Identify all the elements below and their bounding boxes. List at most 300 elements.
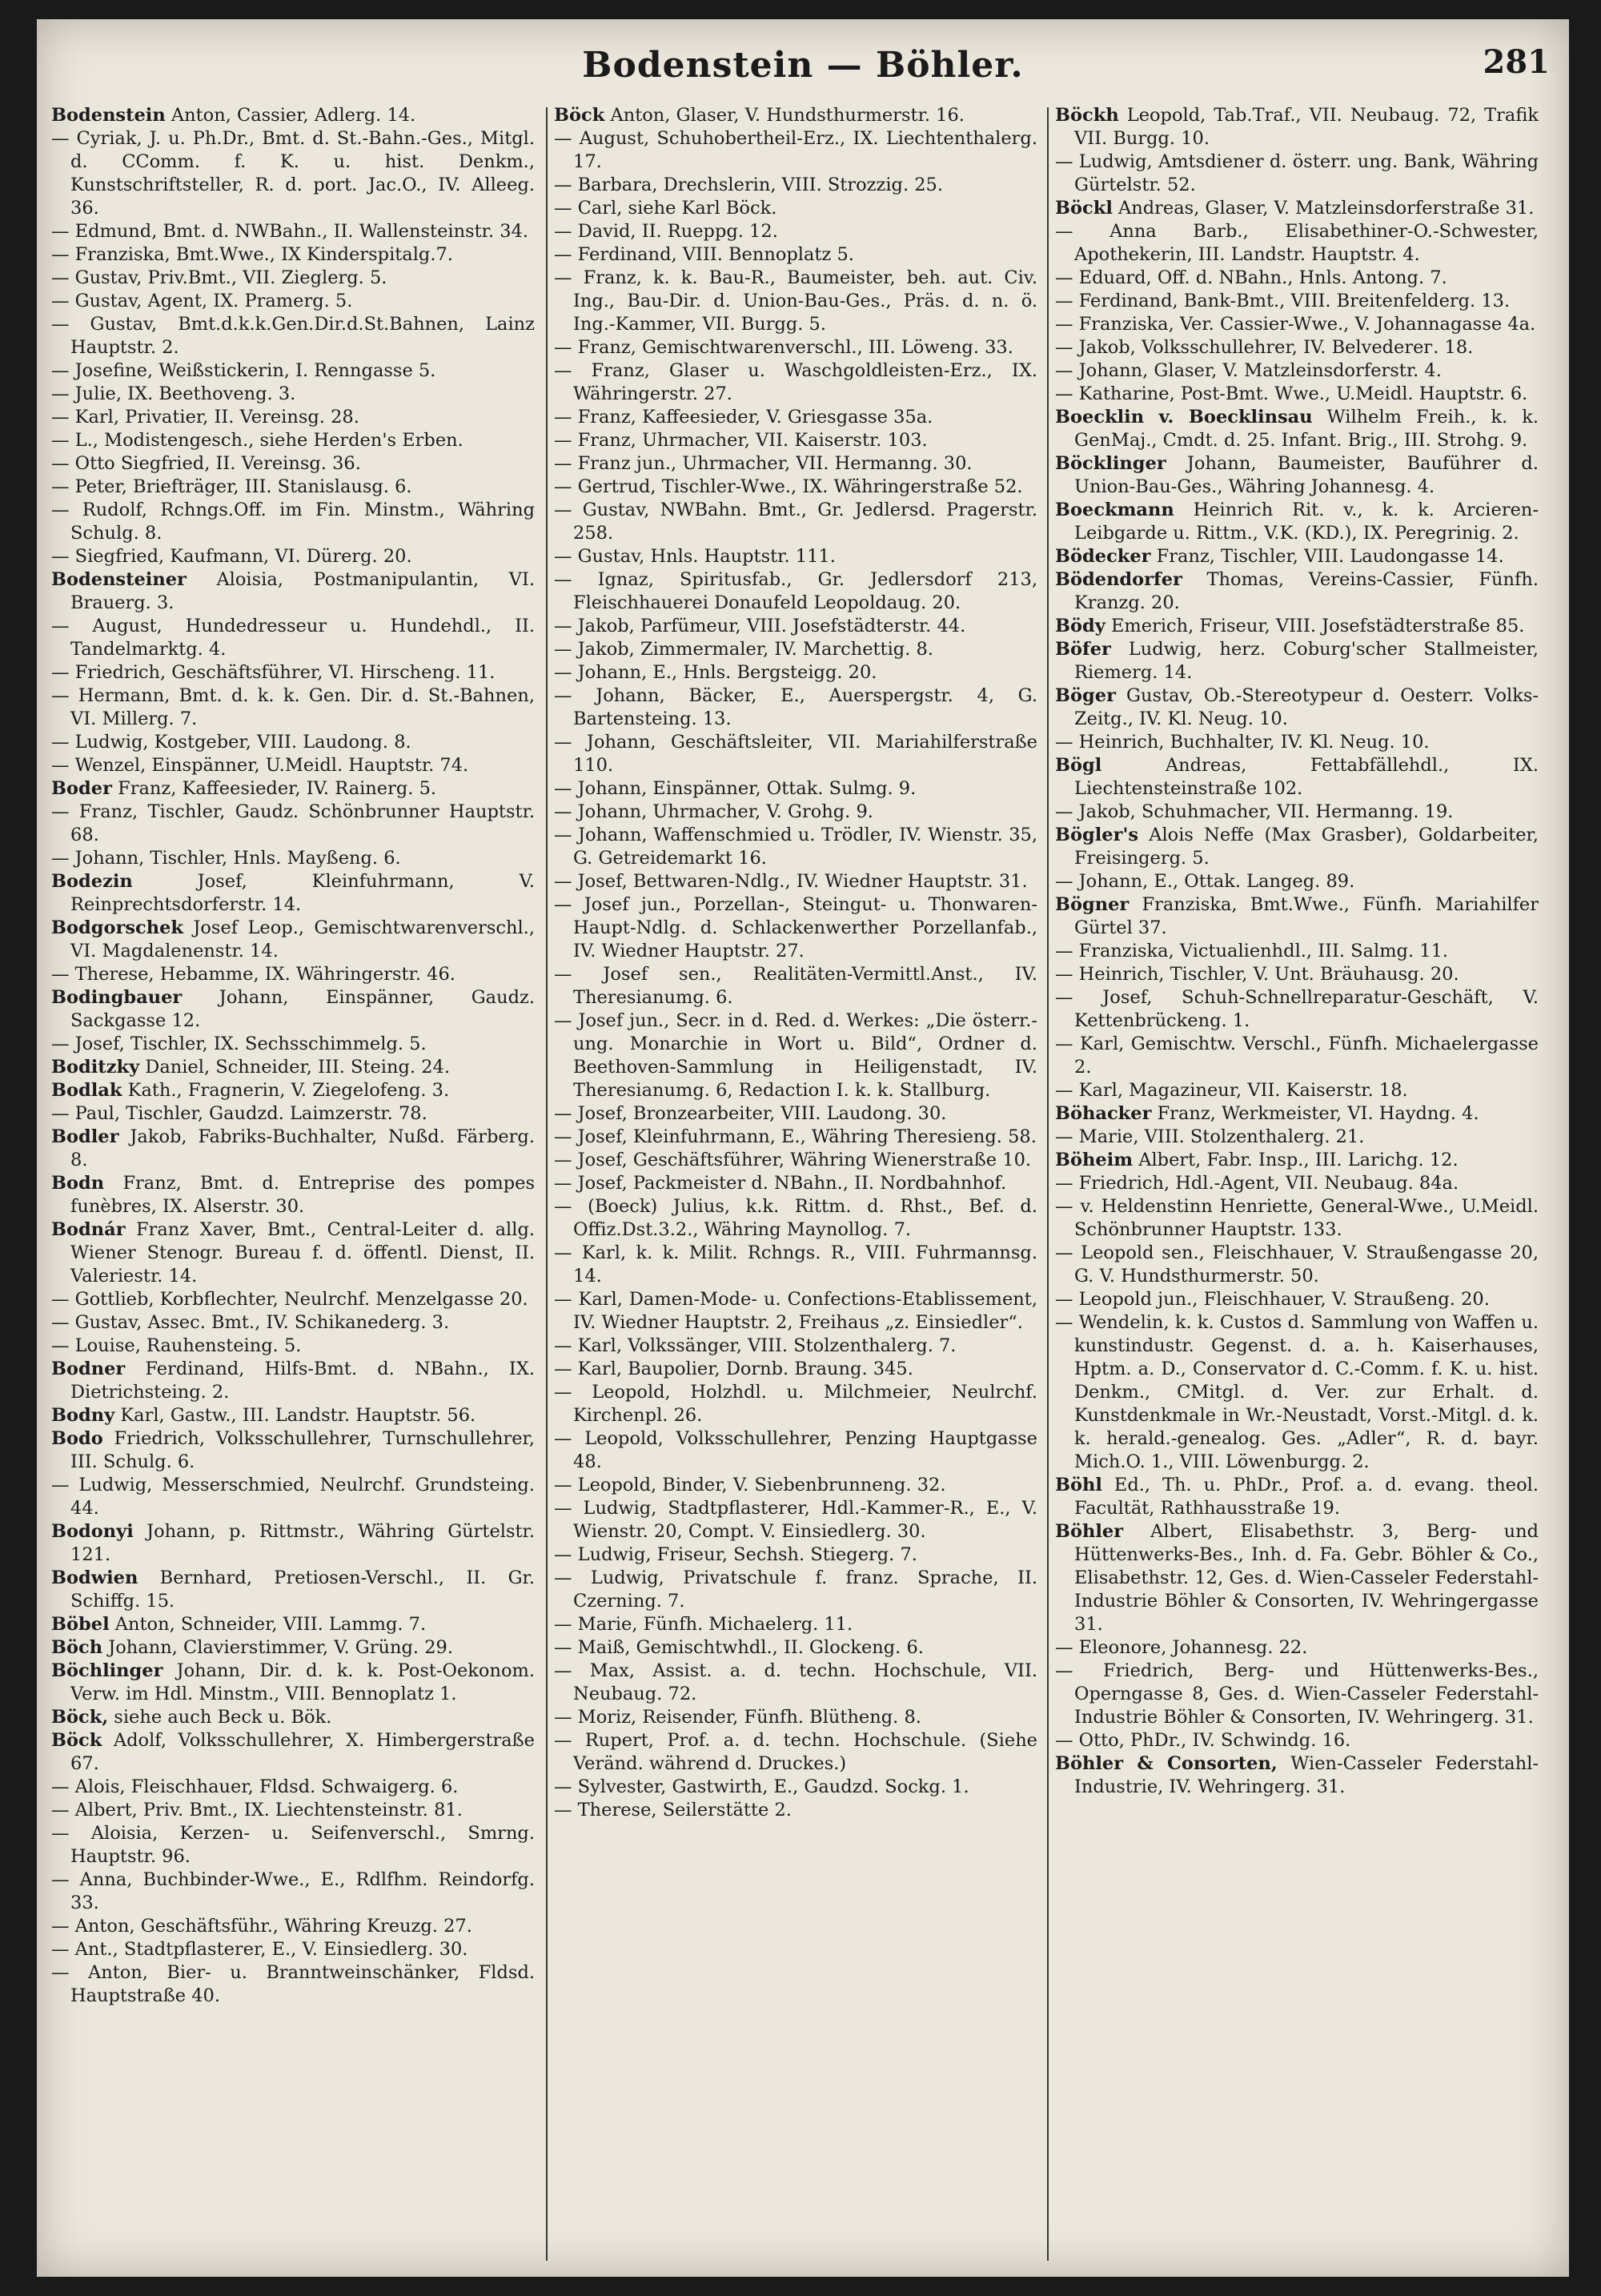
directory-entry <box>554 1335 1037 1358</box>
directory-entry <box>51 777 535 801</box>
entry-text: — Otto, PhDr., IV. Schwindg. 16. <box>1055 1730 1351 1751</box>
directory-entry <box>554 661 1037 684</box>
entry-text: — Johann, Einspänner, Ottak. Sulmg. 9. <box>554 778 917 799</box>
entry-surname: Böhacker <box>1055 1103 1152 1124</box>
directory-entry <box>554 429 1037 452</box>
entry-text: — Jakob, Schuhmacher, VII. Hermanng. 19. <box>1055 801 1454 822</box>
directory-entry <box>1055 1149 1539 1172</box>
entry-text: — Franziska, Bmt.Wwe., IX Kinderspitalg.7. <box>51 244 453 265</box>
entry-text: — (Boeck) Julius, k.k. Rittm. d. Rhst., Bef. d. Offiz.Dst.3.2., Währing Maynollog. 7. <box>554 1196 1037 1240</box>
directory-entry <box>51 1567 535 1613</box>
entry-surname: Bodensteiner <box>51 569 187 590</box>
directory-entry <box>554 104 1037 127</box>
entry-text: Johann, p. Rittmstr., Währing Gürtelstr. 121. <box>70 1521 535 1565</box>
entry-text: — Ludwig, Kostgeber, VIII. Laudong. 8. <box>51 732 411 753</box>
directory-entry <box>51 1729 535 1776</box>
entry-text: — Eleonore, Johannesg. 22. <box>1055 1637 1308 1658</box>
page-header <box>37 34 1569 90</box>
directory-entry <box>51 568 535 615</box>
directory-entry <box>1055 1195 1539 1242</box>
directory-entry <box>1055 197 1539 220</box>
directory-entry <box>1055 1172 1539 1195</box>
entry-text: — Ludwig, Stadtpflasterer, Hdl.-Kammer-R., E., V. Wienstr. 20, Compt. V. Einsiedlerg. 30. <box>554 1498 1037 1542</box>
directory-entry <box>554 1706 1037 1729</box>
entry-surname: Bodwien <box>51 1567 138 1588</box>
directory-entry <box>51 243 535 267</box>
entry-text: — Otto Siegfried, II. Vereinsg. 36. <box>51 453 361 474</box>
entry-text: — Friedrich, Hdl.-Agent, VII. Neubaug. 84a. <box>1055 1173 1459 1194</box>
directory-entry <box>51 1636 535 1660</box>
directory-entry <box>554 127 1037 174</box>
directory-entry <box>1055 824 1539 870</box>
directory-entry <box>554 1195 1037 1242</box>
entry-text: — Johann, Geschäftsleiter, VII. Mariahilferstraße 110. <box>554 732 1037 776</box>
entry-text: — Barbara, Drechslerin, VIII. Strozzig. 25. <box>554 175 944 195</box>
entry-text: — Leopold, Binder, V. Siebenbrunneng. 32. <box>554 1475 946 1495</box>
entry-text: — Josef, Geschäftsführer, Währing Wienerstraße 10. <box>554 1150 1032 1170</box>
entry-text: — Aloisia, Kerzen- u. Seifenverschl., Smrng. Hauptstr. 96. <box>51 1823 535 1867</box>
directory-entry <box>51 220 535 243</box>
directory-entry <box>1055 545 1539 568</box>
directory-entry <box>51 1172 535 1218</box>
directory-entry <box>51 1033 535 1056</box>
entry-surname: Böck <box>554 105 605 126</box>
entry-surname: Bodingbauer <box>51 987 183 1008</box>
directory-entry <box>554 1474 1037 1497</box>
entry-surname: Bodnár <box>51 1219 126 1240</box>
entry-surname: Bödendorfer <box>1055 569 1182 590</box>
directory-entry <box>554 1729 1037 1776</box>
directory-entry <box>51 1822 535 1869</box>
directory-entry <box>1055 638 1539 684</box>
entry-text: — Ludwig, Privatschule f. franz. Sprache, II. Czerning. 7. <box>554 1567 1037 1612</box>
directory-entry <box>51 1218 535 1288</box>
directory-entry <box>1055 290 1539 313</box>
entry-text: — Josef, Bettwaren-Ndlg., IV. Wiedner Hauptstr. 31. <box>554 871 1028 892</box>
entry-text: — David, II. Rueppg. 12. <box>554 221 778 242</box>
entry-text: — Anton, Bier- u. Branntweinschänker, Fldsd. Hauptstraße 40. <box>51 1962 535 2006</box>
directory-entry <box>554 1288 1037 1335</box>
entry-surname: Böhl <box>1055 1475 1102 1495</box>
directory-entry <box>554 893 1037 963</box>
directory-entry <box>51 1404 535 1427</box>
directory-entry <box>554 963 1037 1010</box>
directory-entry <box>1055 1729 1539 1752</box>
entry-text: — Josef jun., Secr. in d. Red. d. Werkes: „Die österr.-ung. Monarchie in Wort u. Bild“, Ordner d. Beethoven-Sammlung in Heiligenstadt, IV. Theresianumg. 6, Redaction I. k. k. Stallburg. <box>554 1010 1037 1101</box>
entry-text: — Leopold sen., Fleischhauer, V. Straußengasse 20, G. V. Hundsthurmerstr. 50. <box>1055 1242 1539 1286</box>
entry-surname: Böck <box>51 1730 102 1751</box>
entry-surname: Boditzky <box>51 1057 140 1078</box>
directory-entry <box>51 684 535 731</box>
entry-text: — Siegfried, Kaufmann, VI. Dürerg. 20. <box>51 546 412 567</box>
entry-surname: Boeckmann <box>1055 500 1174 520</box>
entry-text: Franz, Werkmeister, VI. Haydng. 4. <box>1151 1103 1479 1124</box>
entry-text: Ed., Th. u. PhDr., Prof. a. d. evang. theol. Facultät, Rathhausstraße 19. <box>1074 1475 1539 1519</box>
directory-entry <box>554 336 1037 359</box>
entry-text: — Josef, Packmeister d. NBahn., II. Nordbahnhof. <box>554 1173 1007 1194</box>
entry-text: Josef, Kleinfuhrmann, V. Reinprechtsdorferstr. 14. <box>70 871 535 915</box>
entry-text: — Gertrud, Tischler-Wwe., IX. Währingerstraße 52. <box>554 476 1023 497</box>
entry-surname: Böcklinger <box>1055 453 1166 474</box>
entry-text: Andreas, Glaser, V. Matzleinsdorferstraße 31. <box>1112 198 1535 219</box>
entry-text: Albert, Elisabethstr. 3, Berg- und Hüttenwerks-Bes., Inh. d. Fa. Gebr. Böhler & Co., Elisabethstr. 12, Ges. d. Wien-Casseler Federstahl-Industrie Böhler & Consorten, IV. Wehringergasse 31. <box>1074 1521 1539 1635</box>
directory-entry <box>1055 1126 1539 1149</box>
entry-text: — Karl, Baupolier, Dornb. Braung. 345. <box>554 1359 913 1379</box>
entry-text: — Peter, Briefträger, III. Stanislausg. 6. <box>51 476 412 497</box>
directory-entry <box>554 174 1037 197</box>
directory-entry <box>51 1915 535 1938</box>
directory-entry <box>554 359 1037 406</box>
column-1 <box>51 104 535 2266</box>
entry-text: Anton, Cassier, Adlerg. 14. <box>165 105 416 126</box>
directory-entry <box>1055 1079 1539 1102</box>
directory-entry <box>554 1126 1037 1149</box>
entry-text: — Karl, Gemischtw. Verschl., Fünfh. Michaelergasse 2. <box>1055 1034 1539 1078</box>
directory-entry <box>51 1126 535 1172</box>
entry-text: — August, Schuhobertheil-Erz., IX. Liechtenthalerg. 17. <box>554 128 1037 172</box>
entry-text: Gustav, Ob.-Stereotypeur d. Oesterr. Volks-Zeitg., IV. Kl. Neug. 10. <box>1074 685 1539 729</box>
directory-entry <box>1055 1752 1539 1799</box>
directory-entry <box>1055 568 1539 615</box>
directory-entry <box>1055 1102 1539 1126</box>
directory-entry <box>554 197 1037 220</box>
directory-entry <box>1055 313 1539 336</box>
directory-entry <box>1055 684 1539 731</box>
directory-entry <box>51 661 535 684</box>
entry-text: — Karl, k. k. Milit. Rchngs. R., VIII. Fuhrmannsg. 14. <box>554 1242 1037 1286</box>
directory-entry <box>554 801 1037 824</box>
directory-entry <box>554 1799 1037 1822</box>
directory-entry <box>1055 151 1539 197</box>
directory-entry <box>51 313 535 359</box>
entry-text: — Marie, Fünfh. Michaelerg. 11. <box>554 1614 853 1635</box>
entry-text: Heinrich Rit. v., k. k. Arcieren-Leibgarde u. Rittm., V.K. (KD.), IX. Peregrinig. 2. <box>1074 500 1539 544</box>
directory-entry <box>1055 1660 1539 1729</box>
entry-text: — Johann, Waffenschmied u. Trödler, IV. Wienstr. 35, G. Getreidemarkt 16. <box>554 825 1037 869</box>
directory-entry <box>1055 1033 1539 1079</box>
entry-text: — Johann, E., Hnls. Bergsteigg. 20. <box>554 662 877 683</box>
entry-surname: Böch <box>51 1637 103 1658</box>
directory-entry <box>51 383 535 406</box>
directory-entry <box>1055 986 1539 1033</box>
directory-entry <box>554 684 1037 731</box>
entry-text: Adolf, Volksschullehrer, X. Himbergerstraße 67. <box>70 1730 535 1774</box>
entry-surname: Bögner <box>1055 894 1130 915</box>
directory-entry <box>51 847 535 870</box>
entry-text: — Franziska, Victualienhdl., III. Salmg. 11. <box>1055 941 1449 961</box>
entry-text: — Karl, Damen-Mode- u. Confections-Etablissement, IV. Wiedner Hauptstr. 2, Freihaus „z. Einsiedler“. <box>554 1289 1037 1333</box>
entry-text: Anton, Glaser, V. Hundsthurmerstr. 16. <box>604 105 965 126</box>
directory-entry <box>51 1288 535 1311</box>
entry-text: — Therese, Seilerstätte 2. <box>554 1800 792 1820</box>
directory-entry <box>554 1660 1037 1706</box>
directory-entry <box>51 870 535 917</box>
directory-entry <box>51 1961 535 2008</box>
entry-surname: Bodny <box>51 1405 115 1426</box>
entry-text: — Karl, Privatier, II. Vereinsg. 28. <box>51 407 359 427</box>
directory-entry <box>51 986 535 1033</box>
entry-text: Thomas, Vereins-Cassier, Fünfh. Kranzg. 20. <box>1074 569 1539 613</box>
entry-text: — L., Modistengesch., siehe Herden's Erben. <box>51 430 463 451</box>
entry-text: — Julie, IX. Beethoveng. 3. <box>51 383 296 404</box>
entry-text: — Maiß, Gemischtwhdl., II. Glockeng. 6. <box>554 1637 924 1658</box>
directory-entry <box>51 290 535 313</box>
entry-text: — Franz jun., Uhrmacher, VII. Hermanng. 30. <box>554 453 973 474</box>
directory-entry <box>554 267 1037 336</box>
directory-entry <box>554 568 1037 615</box>
directory-entry <box>554 615 1037 638</box>
entry-text: — Wendelin, k. k. Custos d. Sammlung von Waffen u. kunstindustr. Gegenst. d. a. h. Kaiserhauses, Hptm. a. D., Conservator d. C.-Comm. f. K. u. hist. Denkm., CMitgl. d. Ver. zur Erhalt. d. Kunstdenkmale in Wr.-Neustadt, Vorst.-Mitgl. d. k. k. herald.-genealog. Ges. „Adler“, R. d. bayr. Mich.O. 1., VIII. Löwenburgg. 2. <box>1055 1312 1539 1472</box>
entry-text: Johann, Baumeister, Bauführer d. Union-Bau-Ges., Währing Johannesg. 4. <box>1074 453 1539 497</box>
directory-entry <box>51 1520 535 1567</box>
entry-surname: Boecklin v. Boecklinsau <box>1055 407 1313 427</box>
entry-text: Ferdinand, Hilfs-Bmt. d. NBahn., IX. Dietrichsteing. 2. <box>70 1359 535 1403</box>
entry-surname: Bodgorschek <box>51 917 183 938</box>
entry-text: Jakob, Fabriks-Buchhalter, Nußd. Färberg. 8. <box>70 1126 535 1170</box>
entry-surname: Böger <box>1055 685 1116 706</box>
entry-text: — Katharine, Post-Bmt. Wwe., U.Meidl. Hauptstr. 6. <box>1055 383 1528 404</box>
entry-text: — Josef, Schuh-Schnellreparatur-Geschäft, V. Kettenbrückeng. 1. <box>1055 987 1539 1031</box>
entry-text: — Sylvester, Gastwirth, E., Gaudzd. Sockg. 1. <box>554 1776 969 1797</box>
directory-entry <box>1055 801 1539 824</box>
entry-text: — Moriz, Reisender, Fünfh. Blütheng. 8. <box>554 1707 921 1728</box>
entry-surname: Bodonyi <box>51 1521 134 1542</box>
entry-text: — Jakob, Volksschullehrer, IV. Belvederег. 18. <box>1055 337 1474 358</box>
entry-text: — Rupert, Prof. a. d. techn. Hochschule. (Siehe Veränd. während d. Druckes.) <box>554 1730 1037 1774</box>
entry-text: Emerich, Friseur, VIII. Josefstädterstraße 85. <box>1105 616 1525 636</box>
directory-entry <box>1055 754 1539 801</box>
entry-text: — Ludwig, Messerschmied, Neulrchf. Grundsteing. 44. <box>51 1475 535 1519</box>
directory-entry <box>51 127 535 220</box>
entry-text: — Franz, Kaffeesieder, V. Griesgasse 35a. <box>554 407 933 427</box>
entry-text: — Gustav, Agent, IX. Pramerg. 5. <box>51 291 353 311</box>
entry-surname: Böhler <box>1055 1521 1124 1542</box>
entry-text: — Ferdinand, Bank-Bmt., VIII. Breitenfelderg. 13. <box>1055 291 1511 311</box>
entry-surname: Bödy <box>1055 616 1105 636</box>
entry-text: Wien-Casseler Federstahl-Industrie, IV. Wehringerg. 31. <box>1074 1753 1539 1797</box>
directory-entry <box>554 731 1037 777</box>
directory-entry <box>1055 963 1539 986</box>
entry-text: — Karl, Volkssänger, VIII. Stolzenthalerg. 7. <box>554 1335 957 1356</box>
entry-text: — Heinrich, Tischler, V. Unt. Bräuhausg. 20. <box>1055 964 1459 985</box>
entry-text: Friedrich, Volksschullehrer, Turnschullehrer, III. Schulg. 6. <box>70 1428 535 1472</box>
directory-entry <box>1055 406 1539 452</box>
entry-surname: Bodo <box>51 1428 103 1449</box>
page-number: 281 <box>1483 43 1550 81</box>
entry-text: — Ant., Stadtpflasterer, E., V. Einsiedlerg. 30. <box>51 1939 468 1960</box>
directory-entry <box>1055 220 1539 267</box>
entry-text: Franz Xaver, Bmt., Central-Leiter d. allg. Wiener Stenogr. Bureau f. d. öffentl. Dienst, II. Valeriestr. 14. <box>70 1219 535 1286</box>
entry-text: — Carl, siehe Karl Böck. <box>554 198 777 219</box>
directory-entry <box>51 1706 535 1729</box>
entry-text: — Max, Assist. a. d. techn. Hochschule, VII. Neubaug. 72. <box>554 1660 1037 1704</box>
entry-text: — Edmund, Bmt. d. NWBahn., II. Wallensteinstr. 34. <box>51 221 529 242</box>
directory-entry <box>51 1660 535 1706</box>
directory-entry <box>51 1613 535 1636</box>
directory-entry <box>51 1869 535 1915</box>
entry-surname: Böck, <box>51 1707 109 1728</box>
entry-surname: Böbel <box>51 1614 110 1635</box>
directory-entry <box>51 917 535 963</box>
directory-entry <box>554 406 1037 429</box>
entry-surname: Boder <box>51 778 112 799</box>
directory-entry <box>51 1079 535 1102</box>
directory-entry <box>51 1311 535 1335</box>
directory-entry <box>554 1427 1037 1474</box>
directory-entry <box>51 1474 535 1520</box>
entry-text: Ludwig, herz. Coburg'scher Stallmeister, Riemerg. 14. <box>1074 639 1539 683</box>
page-title: Bodenstein — Böhler. <box>582 45 1024 86</box>
directory-entry <box>51 1335 535 1358</box>
entry-text: — August, Hundedresseur u. Hundehdl., II. Tandelmarktg. 4. <box>51 616 535 660</box>
entry-text: Wilhelm Freih., k. k. GenMaj., Cmdt. d. 25. Infant. Brig., III. Strohg. 9. <box>1074 407 1539 451</box>
directory-entry <box>51 1799 535 1822</box>
directory-entry <box>1055 383 1539 406</box>
column-divider <box>546 107 548 2261</box>
directory-entry <box>554 1776 1037 1799</box>
entry-text: — Franz, Uhrmacher, VII. Kaiserstr. 103. <box>554 430 928 451</box>
directory-entry <box>554 1242 1037 1288</box>
directory-entry <box>554 1381 1037 1427</box>
directory-entry <box>51 406 535 429</box>
entry-text: — Franziska, Ver. Cassier-Wwe., V. Johannagasse 4a. <box>1055 314 1536 335</box>
entry-surname: Böckh <box>1055 105 1119 126</box>
entry-text: — Johann, Glaser, V. Matzleinsdorferstr. 4. <box>1055 360 1442 381</box>
entry-text: — Franz, Glaser u. Waschgoldleisten-Erz., IX. Währingerstr. 27. <box>554 360 1037 404</box>
directory-entry <box>51 1776 535 1799</box>
entry-text: — Albert, Priv. Bmt., IX. Liechtensteinstr. 81. <box>51 1800 463 1820</box>
entry-text: — Hermann, Bmt. d. k. k. Gen. Dir. d. St.-Bahnen, VI. Millerg. 7. <box>51 685 535 729</box>
directory-entry <box>1055 893 1539 940</box>
directory-entry <box>554 1497 1037 1543</box>
entry-text: — Gustav, NWBahn. Bmt., Gr. Jedlersd. Pragerstr. 258. <box>554 500 1037 544</box>
entry-text: — Gustav, Assec. Bmt., IV. Schikanederg. 3. <box>51 1312 450 1333</box>
directory-entry <box>1055 870 1539 893</box>
entry-text: — Ferdinand, VIII. Bennoplatz 5. <box>554 244 854 265</box>
entry-text: — Rudolf, Rchngs.Off. im Fin. Minstm., Währing Schulg. 8. <box>51 500 535 544</box>
directory-entry <box>554 1102 1037 1126</box>
directory-entry <box>554 777 1037 801</box>
directory-entry <box>1055 1288 1539 1311</box>
entry-text: — Wenzel, Einspänner, U.Meidl. Hauptstr. 74. <box>51 755 469 776</box>
directory-entry <box>554 870 1037 893</box>
entry-surname: Bödecker <box>1055 546 1151 567</box>
directory-entry <box>554 1543 1037 1567</box>
entry-surname: Bodlak <box>51 1080 122 1101</box>
entry-text: — Franz, Gemischtwarenverschl., III. Löweng. 33. <box>554 337 1013 358</box>
entry-surname: Bögler's <box>1055 825 1139 845</box>
directory-entry <box>51 963 535 986</box>
directory-entry <box>51 104 535 127</box>
entry-surname: Bodenstein <box>51 105 166 126</box>
directory-entry <box>1055 359 1539 383</box>
entry-text: — Josef, Kleinfuhrmann, E., Währing Theresieng. 58. <box>554 1126 1037 1147</box>
directory-entry <box>554 220 1037 243</box>
entry-text: Franz, Bmt. d. Entreprise des pompes funèbres, IX. Alserstr. 30. <box>70 1173 535 1217</box>
directory-entry <box>554 499 1037 545</box>
entry-text: — Josef jun., Porzellan-, Steingut- u. Thonwaren-Haupt-Ndlg. d. Schlackenwerther Porzellanfab., IV. Wiedner Hauptstr. 27. <box>554 894 1037 961</box>
entry-text: — Johann, Tischler, Hnls. Mayßeng. 6. <box>51 848 401 869</box>
entry-text: Johann, Dir. d. k. k. Post-Oekonom. Verw. im Hdl. Minstm., VIII. Bennoplatz 1. <box>70 1660 535 1704</box>
entry-text: — Eduard, Off. d. NBahn., Hnls. Antong. 7. <box>1055 267 1447 288</box>
directory-entry <box>554 452 1037 476</box>
entry-text: Daniel, Schneider, III. Steing. 24. <box>139 1057 450 1078</box>
entry-text: Bernhard, Pretiosen-Verschl., II. Gr. Schiffg. 15. <box>70 1567 535 1612</box>
entry-text: — Anton, Geschäftsführ., Währing Kreuzg. 27. <box>51 1916 472 1937</box>
entry-text: — Ignaz, Spiritusfab., Gr. Jedlersdorf 213, Fleischhauerei Donaufeld Leopoldaug. 20. <box>554 569 1037 613</box>
entry-surname: Böhler & Consorten, <box>1055 1753 1278 1774</box>
directory-entry <box>1055 499 1539 545</box>
directory-entry <box>1055 267 1539 290</box>
entry-text: — Franz, Tischler, Gaudz. Schönbrunner Hauptstr. 68. <box>51 801 535 845</box>
directory-entry <box>51 545 535 568</box>
entry-text: — Gustav, Priv.Bmt., VII. Zieglerg. 5. <box>51 267 387 288</box>
directory-entry <box>554 1358 1037 1381</box>
entry-text: siehe auch Beck u. Bök. <box>108 1707 332 1728</box>
entry-text: — Ludwig, Amtsdiener d. österr. ung. Bank, Währing Gürtelstr. 52. <box>1055 151 1539 195</box>
directory-entry <box>554 1636 1037 1660</box>
directory-entry <box>51 429 535 452</box>
entry-text: Johann, Clavierstimmer, V. Grüng. 29. <box>102 1637 453 1658</box>
directory-entry <box>554 243 1037 267</box>
entry-text: Karl, Gastw., III. Landstr. Hauptstr. 56. <box>114 1405 476 1426</box>
entry-text: Franz, Tischler, VIII. Laudongasse 14. <box>1150 546 1504 567</box>
directory-entry <box>1055 336 1539 359</box>
directory-entry <box>1055 1520 1539 1636</box>
entry-text: Anton, Schneider, VIII. Lammg. 7. <box>109 1614 427 1635</box>
directory-entry <box>554 1010 1037 1102</box>
entry-text: — Leopold, Volksschullehrer, Penzing Hauptgasse 48. <box>554 1428 1037 1472</box>
directory-entry <box>554 545 1037 568</box>
directory-entry <box>554 1613 1037 1636</box>
directory-entry <box>1055 940 1539 963</box>
directory-entry <box>1055 615 1539 638</box>
entry-surname: Böfer <box>1055 639 1111 660</box>
column-2 <box>554 104 1037 2266</box>
entry-text: — Josef sen., Realitäten-Vermittl.Anst., IV. Theresianumg. 6. <box>554 964 1037 1008</box>
entry-surname: Böckl <box>1055 198 1113 219</box>
directory-entry <box>554 476 1037 499</box>
entry-text: — Gustav, Hnls. Hauptstr. 111. <box>554 546 836 567</box>
entry-text: Franziska, Bmt.Wwe., Fünfh. Mariahilfer Gürtel 37. <box>1074 894 1539 938</box>
entry-text: — Gustav, Bmt.d.k.k.Gen.Dir.d.St.Bahnen, Lainz Hauptstr. 2. <box>51 314 535 358</box>
directory-entry <box>554 1172 1037 1195</box>
directory-entry <box>1055 1636 1539 1660</box>
directory-entry <box>51 359 535 383</box>
entry-text: Josef Leop., Gemischtwarenverschl., VI. Magdalenenstr. 14. <box>70 917 535 961</box>
directory-entry <box>51 452 535 476</box>
directory-entry <box>554 824 1037 870</box>
entry-text: — v. Heldenstinn Henriette, General-Wwe., U.Meidl. Schönbrunner Hauptstr. 133. <box>1055 1196 1539 1240</box>
entry-text: — Paul, Tischler, Gaudzd. Laimzerstr. 78. <box>51 1103 427 1124</box>
entry-text: Franz, Kaffeesieder, IV. Rainerg. 5. <box>111 778 437 799</box>
entry-text: — Alois, Fleischhauer, Fldsd. Schwaigerg. 6. <box>51 1776 459 1797</box>
directory-entry <box>554 1567 1037 1613</box>
entry-text: — Johann, E., Ottak. Langeg. 89. <box>1055 871 1355 892</box>
entry-surname: Bodn <box>51 1173 105 1194</box>
entry-surname: Bögl <box>1055 755 1102 776</box>
directory-entry <box>51 1427 535 1474</box>
directory-entry <box>1055 452 1539 499</box>
entry-text: — Jakob, Zimmermaler, IV. Marchettig. 8. <box>554 639 933 660</box>
directory-entry <box>1055 731 1539 754</box>
directory-entry <box>51 1938 535 1961</box>
entry-text: Andreas, Fettabfällehdl., IX. Liechtensteinstraße 102. <box>1074 755 1539 799</box>
directory-entry <box>51 1358 535 1404</box>
entry-text: — Jakob, Parfümeur, VIII. Josefstädterstr. 44. <box>554 616 966 636</box>
entry-text: — Ludwig, Friseur, Sechsh. Stiegerg. 7. <box>554 1544 917 1565</box>
entry-text: — Heinrich, Buchhalter, IV. Kl. Neug. 10. <box>1055 732 1430 753</box>
